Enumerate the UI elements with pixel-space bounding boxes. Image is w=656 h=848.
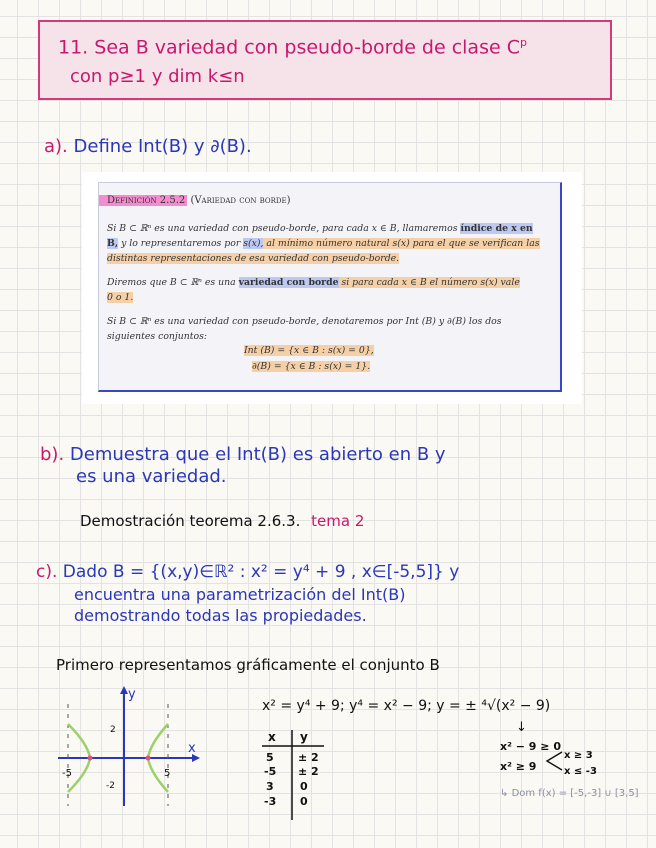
part-c-text1: Dado B = {(x,y)∈ℝ² : x² = y⁴ + 9 , x∈[-5,5]} y	[62, 562, 460, 582]
table-row	[300, 780, 308, 793]
x-axis-label: x	[188, 741, 196, 756]
definition-title: (Variedad con borde)	[190, 195, 291, 206]
def-highlight-b: B,	[107, 238, 119, 249]
part-a-heading	[44, 136, 252, 157]
branch-icon	[544, 750, 564, 772]
def-p2-line1	[107, 277, 520, 288]
point-neg3	[88, 756, 93, 761]
def-p3-line1: Si B ⊂ ℝⁿ es una variedad con pseudo-borde, denotaremos por Int (B) y ∂(B) los dos	[107, 316, 502, 327]
def-p1-line2	[107, 238, 540, 249]
part-b-proof	[80, 512, 364, 530]
definition-image	[82, 172, 582, 404]
part-c-label: c).	[36, 562, 58, 582]
part-b-line1	[40, 444, 446, 465]
table-cell-y: ± 2	[298, 751, 319, 764]
title-text: 11. Sea B variedad con pseudo-borde de clase C	[58, 36, 520, 59]
part-a-label: a).	[44, 136, 68, 157]
def-text: y lo representaremos por	[118, 238, 244, 249]
part-c-line1	[36, 562, 459, 582]
tick-2: 2	[110, 725, 116, 735]
title-superscript: p	[519, 36, 527, 49]
proof-text: Demostración teorema 2.6.3.	[80, 512, 301, 530]
table-cell-x: -3	[264, 795, 277, 808]
def-highlight-index: índice de x en	[460, 223, 533, 234]
def-p1-line3	[107, 253, 399, 264]
proof-ref: tema 2	[311, 512, 365, 530]
part-a-text: Define Int(B) y ∂(B).	[73, 136, 252, 157]
table-cell-x: 3	[266, 780, 274, 793]
tick-neg5: -5	[62, 768, 72, 779]
def-eq-border-text: ∂(B) = {x ∈ B : s(x) = 1}.	[252, 361, 371, 372]
def-highlight-repr: distintas representaciones de esa variedad con pseudo-borde.	[107, 253, 400, 264]
table-row	[298, 765, 319, 778]
table-header-x: x	[268, 730, 276, 744]
graph-sketch	[54, 684, 204, 814]
def-eq-int-text: Int (B) = {x ∈ B : s(x) = 0},	[244, 345, 374, 356]
table-row	[298, 751, 319, 764]
def-highlight-cond: si para cada x ∈ B el número s(x) vale	[338, 277, 520, 288]
tick-neg2: -2	[106, 781, 115, 791]
table-row	[264, 765, 276, 778]
down-arrow-icon: ↓	[516, 720, 527, 735]
part-c-line2: encuentra una parametrización del Int(B)	[74, 585, 406, 604]
part-b-label: b).	[40, 444, 65, 465]
problem-title-box	[38, 20, 612, 100]
y-axis-arrow-icon	[120, 686, 128, 694]
def-p1-line1	[107, 223, 533, 234]
definition-number: Definición 2.5.2	[99, 195, 187, 206]
table-cell-x: 5	[266, 751, 274, 764]
definition-heading	[99, 195, 291, 206]
def-p2-line2	[107, 292, 133, 303]
part-b-line2: es una variedad.	[76, 466, 227, 487]
def-eq-int	[244, 345, 374, 356]
table-header-y: y	[300, 730, 308, 744]
part-c-line3: demostrando todas las propiedades.	[74, 606, 367, 625]
def-highlight-sx: s(x),	[243, 238, 264, 249]
table-row	[266, 751, 274, 764]
def-highlight-borde: variedad con borde	[238, 277, 339, 288]
def-text: Si B ⊂ ℝⁿ es una variedad con pseudo-borde, para cada x ∈ B, llamaremos	[107, 223, 461, 234]
point-pos3	[146, 756, 151, 761]
title-line-1	[58, 36, 527, 58]
part-b-text: Demuestra que el Int(B) es abierto en B y	[69, 444, 446, 465]
work-main-equation: x² = y⁴ + 9; y⁴ = x² − 9; y = ± ⁴√(x² − 9)	[262, 698, 551, 714]
table-row	[266, 780, 274, 793]
def-p3-line2: siguientes conjuntos:	[107, 331, 207, 342]
def-highlight-min: al mínimo número natural s(x) para el que se verifican las	[263, 238, 540, 249]
domain-text: Dom f(x) = [-5,-3] ∪ [3,5]	[511, 788, 639, 799]
def-highlight-01: 0 o 1.	[107, 292, 134, 303]
tick-5: 5	[164, 768, 171, 779]
def-eq-border	[252, 361, 370, 372]
condition-branch-a: x ≥ 3	[564, 750, 593, 761]
definition-box	[98, 182, 562, 392]
table-cell-y: ± 2	[298, 765, 319, 778]
work-intro: Primero representamos gráficamente el conjunto B	[56, 656, 440, 674]
condition-1: x² − 9 ≥ 0	[500, 740, 561, 753]
table-cell-y: 0	[300, 780, 308, 793]
table-cell-x: -5	[264, 765, 277, 778]
title-line-2: con p≥1 y dim k≤n	[70, 66, 245, 87]
table-cell-y: 0	[300, 795, 308, 808]
condition-branch-b: x ≤ -3	[564, 766, 597, 777]
y-axis-label: y	[128, 687, 136, 702]
table-row	[300, 795, 308, 808]
table-row	[264, 795, 276, 808]
condition-2: x² ≥ 9	[500, 760, 537, 773]
def-text: Diremos que B ⊂ ℝⁿ es una	[107, 277, 239, 288]
domain-result: ↳ Dom f(x) = [-5,-3] ∪ [3,5]	[500, 788, 639, 799]
